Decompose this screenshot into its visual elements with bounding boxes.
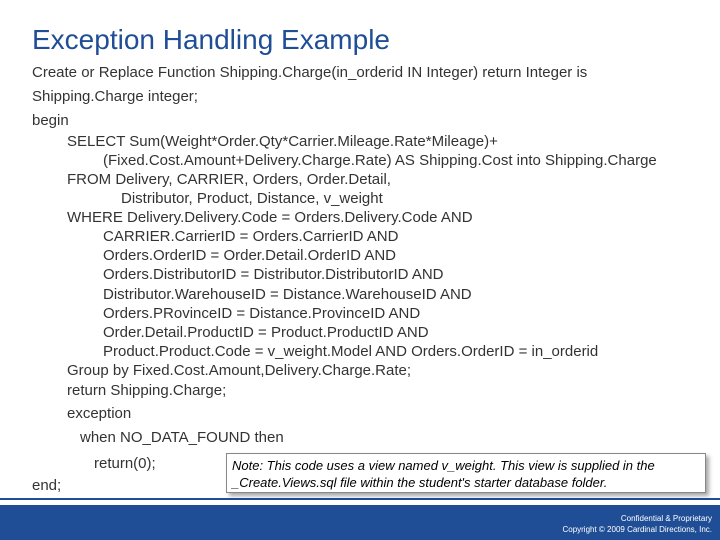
- code-line: Distributor, Product, Distance, v_weight: [121, 190, 383, 207]
- code-line: CARRIER.CarrierID = Orders.CarrierID AND: [103, 228, 399, 245]
- code-line: Group by Fixed.Cost.Amount,Delivery.Charge.Rate;: [67, 362, 412, 379]
- code-line: Create or Replace Function Shipping.Charge(in_orderid IN Integer) return Integer is: [32, 64, 588, 81]
- code-line: FROM Delivery, CARRIER, Orders, Order.Detail,: [67, 171, 391, 188]
- slide-title: Exception Handling Example: [32, 24, 390, 55]
- code-line: end;: [32, 477, 62, 494]
- code-line: SELECT Sum(Weight*Order.Qty*Carrier.Mileage.Rate*Mileage)+: [67, 133, 498, 150]
- code-line: return Shipping.Charge;: [67, 382, 227, 399]
- code-line: exception: [67, 405, 132, 422]
- code-line: Orders.OrderID = Order.Detail.OrderID AND: [103, 247, 396, 264]
- footer-band: [0, 505, 720, 540]
- code-line: begin: [32, 112, 69, 129]
- code-line: Orders.DistributorID = Distributor.DistributorID AND: [103, 266, 444, 283]
- note-callout: [226, 453, 706, 493]
- note-line-1: Note: This code uses a view named v_weight. This view is supplied in the: [232, 458, 655, 473]
- code-line: (Fixed.Cost.Amount+Delivery.Charge.Rate) AS Shipping.Cost into Shipping.Charge: [103, 152, 657, 169]
- code-line: Distributor.WarehouseID = Distance.WarehouseID AND: [103, 286, 472, 303]
- code-line: Order.Detail.ProductID = Product.ProductID AND: [103, 324, 429, 341]
- note-line-2: _Create.Views.sql file within the student's starter database folder.: [232, 475, 608, 490]
- code-line: WHERE Delivery.Delivery.Code = Orders.Delivery.Code AND: [67, 209, 473, 226]
- code-line: Orders.PRovinceID = Distance.ProvinceID AND: [103, 305, 421, 322]
- code-line: Shipping.Charge integer;: [32, 88, 198, 105]
- footer-confidential: Confidential & Proprietary: [620, 514, 712, 523]
- footer-copyright: Copyright © 2009 Cardinal Directions, Inc.: [562, 525, 712, 534]
- footer-rule: [0, 498, 720, 500]
- code-line: return(0);: [94, 455, 156, 472]
- code-line: Product.Product.Code = v_weight.Model AND Orders.OrderID = in_orderid: [103, 343, 599, 360]
- code-line: when NO_DATA_FOUND then: [80, 429, 284, 446]
